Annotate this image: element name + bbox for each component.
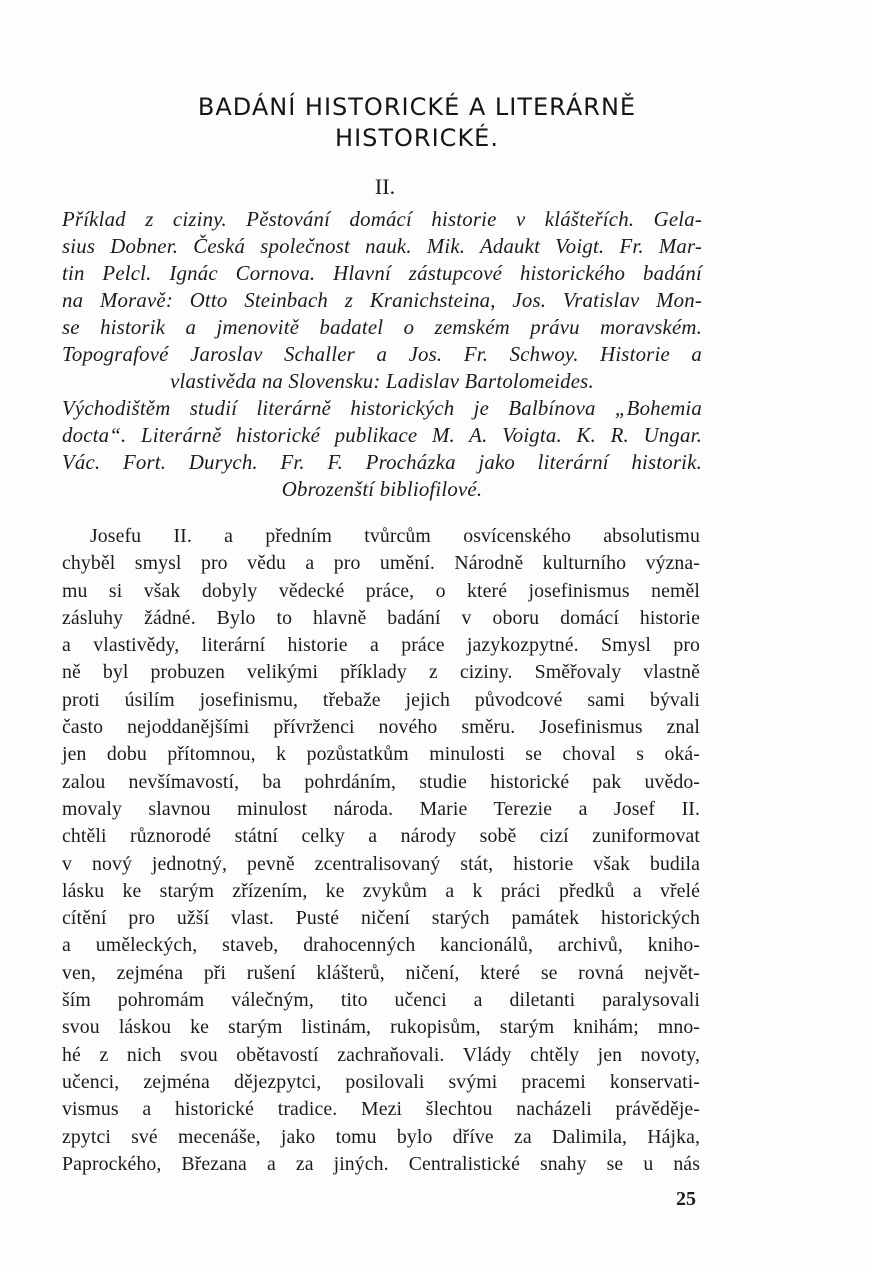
summary-line: Příklad z ciziny. Pěstování domácí historie v klášteřích. Gela-: [62, 208, 702, 231]
body-line: Paprockého, Březana a za jiných. Centralistické snahy se u nás: [62, 1152, 700, 1175]
body-line: zalou nevšímavostí, ba pohrdáním, studie historické pak uvědo-: [62, 770, 700, 793]
chapter-title: [60, 92, 774, 154]
section-number: II.: [374, 174, 396, 199]
summary-line: Topografové Jaroslav Schaller a Jos. Fr. Schwoy. Historie a: [62, 343, 702, 366]
body-line: v nový jednotný, pevně zcentralisovaný stát, historie však budila: [62, 852, 700, 875]
body-line: ven, zejména při rušení klášterů, ničení, které se rovná největ-: [62, 961, 700, 984]
summary-line: sius Dobner. Česká společnost nauk. Mik. Adaukt Voigt. Fr. Mar-: [62, 235, 702, 258]
body-line: jen dobu přítomnou, k pozůstatkům minulosti se choval s oká-: [62, 743, 700, 766]
body-line: cítění pro užší vlast. Pusté ničení starých památek historických: [62, 907, 700, 930]
body-line: chyběl smysl pro vědu a pro umění. Národně kulturního význa-: [62, 552, 700, 575]
body-line: ně byl probuzen velikými příklady z ciziny. Směřovaly vlastně: [62, 661, 700, 684]
chapter-summary: [62, 206, 702, 503]
body-line: zásluhy žádné. Bylo to hlavně badání v oboru domácí historie: [62, 606, 700, 629]
body-line: a uměleckých, staveb, drahocenných kancionálů, archivů, kniho-: [62, 934, 700, 957]
body-line: mu si však dobyly vědecké práce, o které josefinismus neměl: [62, 579, 700, 602]
body-line: vismus a historické tradice. Mezi šlechtou nacházeli právěděje-: [62, 1098, 700, 1121]
summary-line: Obrozenští bibliofilové.: [281, 478, 483, 501]
body-line: svou láskou ke starým listinám, rukopisům, starým knihám; mno-: [62, 1016, 700, 1039]
body-line: proti úsilím josefinismu, třebaže jejich původcové sami bývali: [62, 688, 700, 711]
body-line: často nejoddanějšími přívrženci nového směru. Josefinismus znal: [62, 716, 700, 739]
summary-line: docta“. Literárně historické publikace M. A. Voigta. K. R. Ungar.: [62, 424, 702, 447]
summary-line: Vác. Fort. Durych. Fr. F. Procházka jako literární historik.: [62, 451, 702, 474]
body-line: ším pohromám válečným, tito učenci a diletanti paralysovali: [62, 989, 700, 1012]
page-number: 25: [676, 1188, 696, 1210]
summary-line: se historik a jmenovitě badatel o zemském právu moravském.: [62, 316, 702, 339]
body-line: lásku ke starým zřízením, ke zvykům a k práci předků a vřelé: [62, 879, 700, 902]
chapter-title-line-2: HISTORICKÉ.: [335, 124, 499, 152]
body-text: [62, 523, 700, 1178]
body-line: zpytci své mecenáše, jako tomu bylo dříve za Dalimila, Hájka,: [62, 1125, 700, 1148]
summary-line: Východištěm studií literárně historických je Balbínova „Bohemia: [62, 397, 702, 420]
body-line: movaly slavnou minulost národa. Marie Terezie a Josef II.: [62, 797, 700, 820]
body-line: chtěli různorodé státní celky a národy sobě cizí zuniformovat: [62, 825, 700, 848]
body-line: a vlastivědy, literární historie a práce jazykozpytné. Smysl pro: [62, 634, 700, 657]
chapter-title-line-1: BADÁNÍ HISTORICKÉ A LITERÁRNĚ: [197, 93, 637, 121]
body-line: Josefu II. a předním tvůrcům osvícenského absolutismu: [90, 525, 700, 547]
body-line: učenci, zejména dějezpytci, posilovali svými pracemi konservati-: [62, 1070, 700, 1093]
body-line: hé z nich svou obětavostí zachraňovali. Vlády chtěly jen novoty,: [62, 1043, 700, 1066]
summary-line: tin Pelcl. Ignác Cornova. Hlavní zástupcové historického badání: [62, 262, 702, 285]
summary-line: na Moravě: Otto Steinbach z Kranichsteina, Jos. Vratislav Mon-: [62, 289, 702, 312]
summary-line: vlastivěda na Slovensku: Ladislav Bartolomeides.: [170, 370, 594, 393]
